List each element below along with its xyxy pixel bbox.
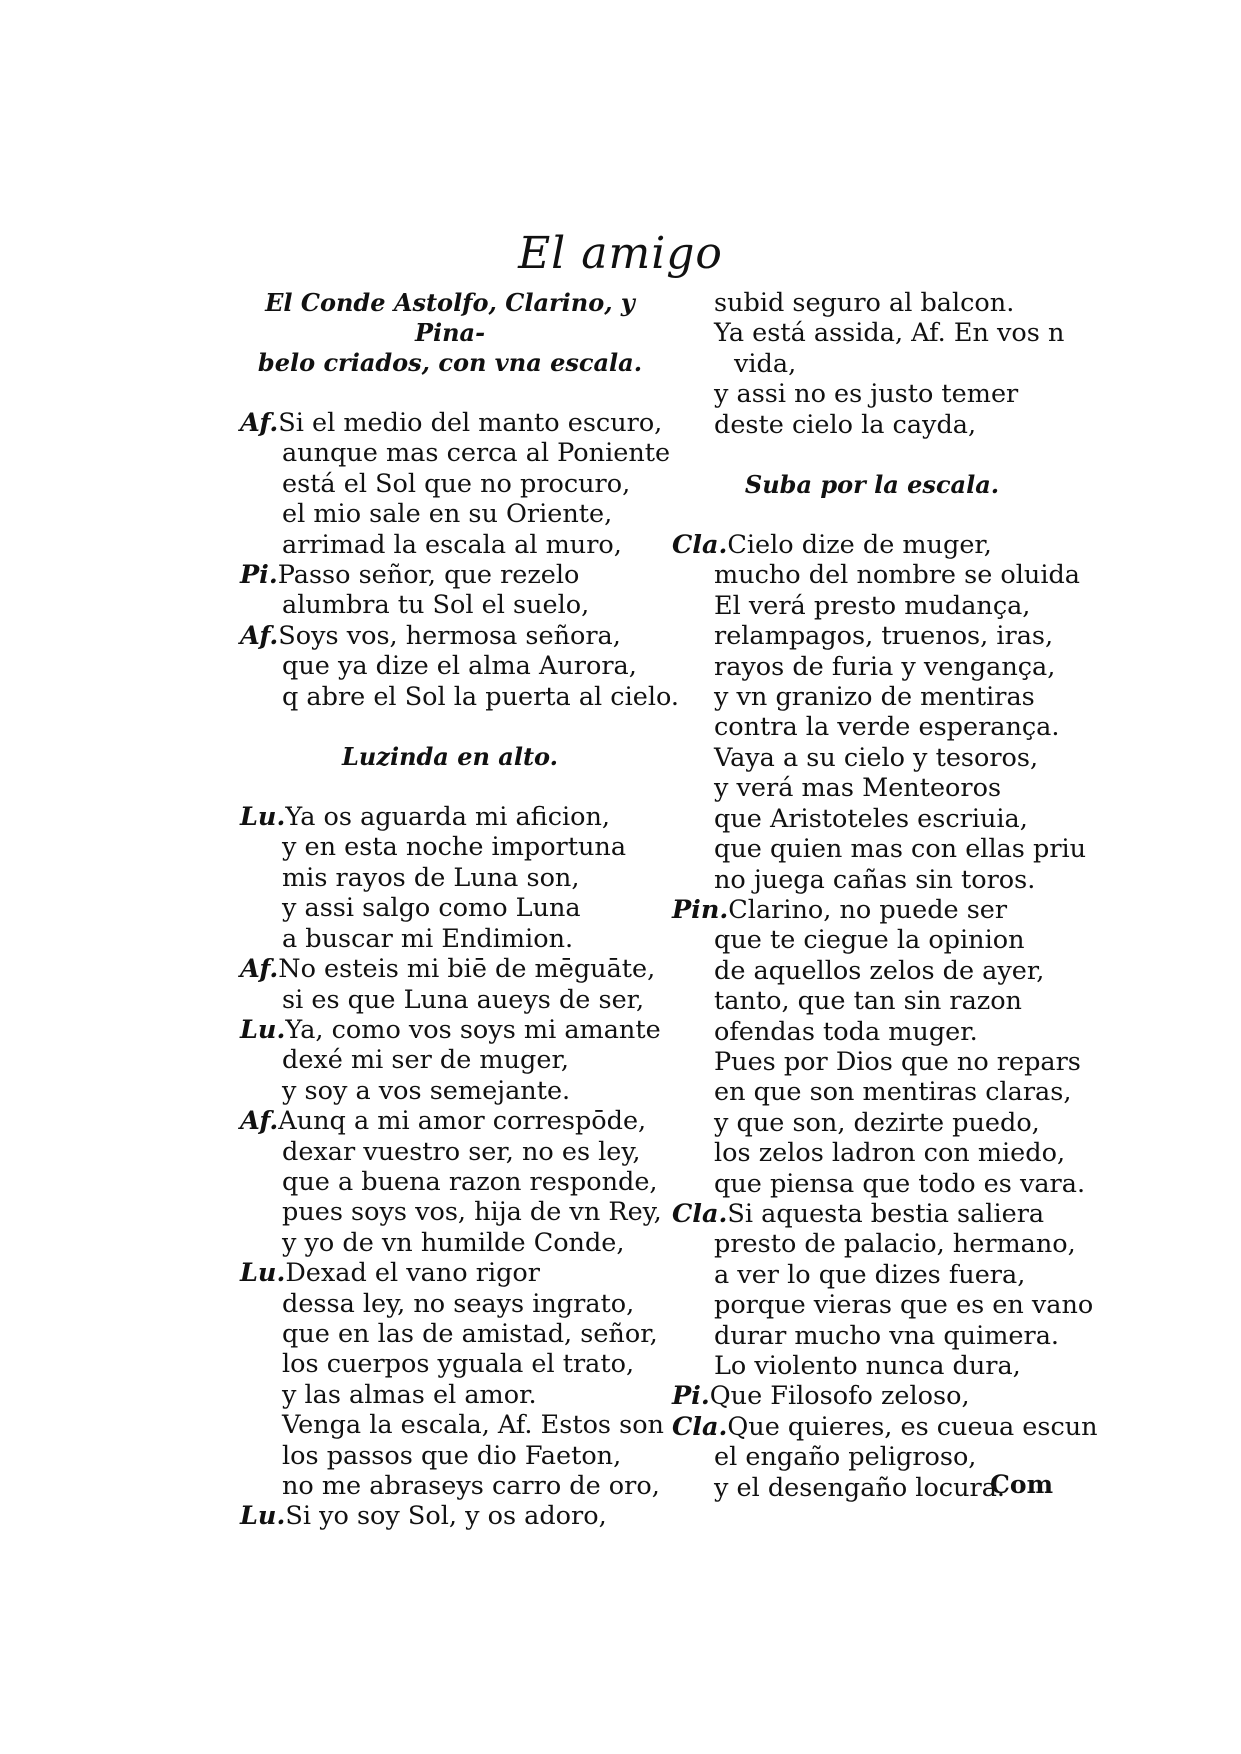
verse-line <box>672 1138 1072 1168</box>
verse-line <box>672 1321 1072 1351</box>
verse-line <box>672 1199 1072 1229</box>
verse-line <box>672 1351 1072 1381</box>
verse-line <box>672 804 1072 834</box>
verse-text: q abre el Sol la puerta al cielo. <box>282 681 679 712</box>
verse-line <box>240 499 660 529</box>
verse-line <box>240 408 663 438</box>
verse-line <box>240 893 660 923</box>
verse-text: Clarino, no puede ser <box>728 894 1008 925</box>
verse-text: los passos que dio Faeton, <box>282 1440 622 1471</box>
verse-text: dexar vuestro ser, no es ley, <box>282 1136 641 1167</box>
verse-line <box>672 1381 1072 1411</box>
speaker-label: Pi. <box>672 1381 710 1412</box>
scene-heading <box>240 288 660 378</box>
verse-line <box>240 985 660 1015</box>
speaker-label: Pi. <box>240 560 278 591</box>
verse-text: mis rayos de Luna son, <box>282 862 580 893</box>
verse-line <box>672 1168 1086 1199</box>
verse-line <box>240 1319 660 1349</box>
verse-line <box>672 773 1072 803</box>
verse-text: deste cielo la cayda, <box>714 409 977 440</box>
verse-text: en que son mentiras claras, <box>714 1077 1072 1108</box>
verse-line <box>240 863 660 893</box>
verse-text: de aquellos zelos de ayer, <box>714 955 1045 986</box>
verse-line <box>672 652 1072 682</box>
verse-line <box>672 530 1072 560</box>
verse-text: si es que Luna aueys de ser, <box>282 984 645 1015</box>
catchword: Com <box>990 1470 1054 1499</box>
speaker-label: Cla. <box>672 1411 728 1442</box>
stage-direction: Suba por la escala. <box>744 470 1000 500</box>
verse-line <box>240 590 660 620</box>
speaker-label: Lu. <box>240 1014 286 1045</box>
verse-text: mucho del nombre se oluida <box>714 560 1081 591</box>
speaker-label: Cla. <box>672 1198 728 1229</box>
verse-text: no juega cañas sin toros. <box>714 864 1036 895</box>
speaker-label: Af. <box>240 954 279 985</box>
verse-text: y yo de vn humilde Conde, <box>282 1227 625 1258</box>
verse-text: y vn granizo de mentiras <box>714 682 1035 713</box>
verse-line <box>240 1441 660 1471</box>
verse-text: y assi salgo como Luna <box>282 893 581 924</box>
verse-text: a buscar mi Endimion. <box>282 923 574 954</box>
verse-text: que te ciegue la opinion <box>714 925 1025 956</box>
verse-line <box>240 1410 664 1441</box>
verse-text: arrimad la escala al muro, <box>282 529 622 560</box>
verse-line <box>240 469 660 499</box>
verse-line <box>240 1045 660 1075</box>
verse-line <box>240 438 671 469</box>
verse-line <box>240 1258 660 1288</box>
verse-text: Passo señor, que rezelo <box>277 560 580 591</box>
speaker-label: Af. <box>240 620 279 651</box>
scene-heading-line: El Conde Astolfo, Clarino, y Pina- <box>265 288 635 347</box>
verse-line <box>240 954 660 984</box>
verse-line <box>240 1167 660 1197</box>
verse-text: y verá mas Menteoros <box>714 773 1002 804</box>
verse-text: el mio sale en su Oriente, <box>282 499 613 530</box>
verse-line <box>672 865 1072 895</box>
speaker-label: Lu. <box>240 802 286 833</box>
verse-text: aunque mas cerca al Poniente <box>282 438 671 469</box>
verse-text: dexé mi ser de muger, <box>282 1045 569 1076</box>
verse-text: porque vieras que es en vano <box>714 1290 1094 1321</box>
verse-line <box>240 832 660 862</box>
verse-line <box>240 1137 660 1167</box>
verse-line <box>240 1197 660 1227</box>
verse-text: el engaño peligroso, <box>714 1442 977 1473</box>
verse-text: relampagos, truenos, iras, <box>714 621 1054 652</box>
verse-line <box>240 802 660 832</box>
verse-line <box>672 956 1072 986</box>
left-column <box>240 288 679 1532</box>
verse-line <box>240 1289 660 1319</box>
verse-text: Dexad el vano rigor <box>285 1258 540 1289</box>
speaker-label: Lu. <box>240 1258 286 1289</box>
verse-text: Ya os aguarda mi aficion, <box>285 802 611 833</box>
verse-text: ofendas toda muger. <box>714 1016 978 1047</box>
verse-text: los cuerpos yguala el trato, <box>282 1349 635 1380</box>
verse-line <box>240 1228 660 1258</box>
verse-line <box>672 712 1072 742</box>
running-title: El amigo <box>518 228 723 279</box>
verse-line <box>672 591 1072 621</box>
verse-text: contra la verde esperança. <box>714 712 1060 743</box>
verse-text: alumbra tu Sol el suelo, <box>282 590 590 621</box>
verse-line <box>672 1260 1072 1290</box>
verse-text: que en las de amistad, señor, <box>282 1318 658 1349</box>
verse-line <box>240 1471 660 1501</box>
verse-line <box>672 1108 1072 1138</box>
verse-text: subid seguro al balcon. <box>714 288 1015 318</box>
verse-line <box>672 1442 1072 1472</box>
verse-line <box>240 1349 660 1379</box>
verse-line <box>672 1077 1072 1107</box>
verse-line <box>672 1046 1081 1077</box>
speaker-label: Af. <box>240 408 279 438</box>
speaker-label: Cla. <box>672 530 728 561</box>
scene-heading-line: belo criados, con vna escala. <box>257 348 643 377</box>
speaker-label: Lu. <box>240 1501 286 1532</box>
verse-text: los zelos ladron con miedo, <box>714 1138 1066 1169</box>
verse-text: Que quieres, es cueua escun <box>727 1411 1098 1442</box>
verse-text: presto de palacio, hermano, <box>714 1229 1076 1260</box>
verse-text: pues soys vos, hija de vn Rey, <box>282 1197 662 1228</box>
verse-line <box>672 318 1072 348</box>
verse-line <box>672 1411 1098 1442</box>
verse-text: durar mucho vna quimera. <box>714 1320 1060 1351</box>
verse-text: dessa ley, no seays ingrato, <box>282 1288 635 1319</box>
verse-line <box>672 743 1072 773</box>
verse-block <box>672 530 1098 1503</box>
verse-text: Lo violento nunca dura, <box>714 1351 1021 1381</box>
stage-direction: Luzinda en alto. <box>342 742 558 772</box>
verse-line <box>240 681 679 712</box>
verse-line <box>672 560 1081 591</box>
verse-text: y las almas el amor. <box>282 1379 537 1410</box>
verse-text: Ya, como vos soys mi amante <box>285 1014 661 1045</box>
verse-text: tanto, que tan sin razon <box>714 986 1022 1017</box>
verse-text: El verá presto mudança, <box>714 590 1031 621</box>
verse-line <box>672 379 1072 409</box>
verse-line <box>672 349 1072 379</box>
verse-text: y assi no es justo temer <box>714 379 1019 410</box>
verse-text: Cielo dize de muger, <box>727 530 992 561</box>
verse-text: está el Sol que no procuro, <box>282 468 631 499</box>
verse-text: Ya está assida, Af. En vos n <box>714 318 1065 349</box>
verse-text: Aunq a mi amor correspōde, <box>278 1106 647 1137</box>
verse-text: que Aristoteles escriuia, <box>714 803 1028 834</box>
verse-line <box>672 288 1072 318</box>
verse-line <box>672 925 1072 955</box>
verse-text: No esteis mi biē de mēguāte, <box>278 954 656 985</box>
verse-line <box>240 1380 660 1410</box>
speaker-label: Pin. <box>672 894 729 925</box>
verse-text: que ya dize el alma Aurora, <box>282 651 637 682</box>
verse-text: Si aquesta bestia saliera <box>727 1198 1045 1229</box>
verse-text: rayos de furia y vengança, <box>714 651 1056 682</box>
verse-line <box>672 621 1072 651</box>
verse-text: Pues por Dios que no repars <box>714 1046 1081 1077</box>
verse-text: Si yo soy Sol, y os adoro, <box>285 1501 607 1532</box>
verse-block <box>240 408 679 712</box>
verse-line <box>672 410 1072 440</box>
verse-line <box>672 834 1087 865</box>
verse-line <box>672 1290 1094 1321</box>
verse-text: a ver lo que dizes fuera, <box>714 1259 1026 1290</box>
verse-text: y soy a vos semejante. <box>282 1075 571 1106</box>
verse-text: que quien mas con ellas priu <box>714 834 1087 865</box>
verse-text: y que son, dezirte puedo, <box>714 1107 1040 1138</box>
verse-text: no me abraseys carro de oro, <box>282 1471 660 1501</box>
verse-text: que a buena razon responde, <box>282 1166 658 1197</box>
verse-line <box>672 682 1072 712</box>
verse-line <box>240 1076 660 1106</box>
verse-line <box>240 924 660 954</box>
verse-text: Que Filosofo zeloso, <box>709 1381 970 1412</box>
verse-line <box>240 560 660 590</box>
verse-line <box>240 621 660 651</box>
verse-block <box>672 288 1072 440</box>
verse-line <box>672 1229 1076 1260</box>
verse-text: Vaya a su cielo y tesoros, <box>714 742 1039 773</box>
verse-line <box>672 1017 1072 1047</box>
speaker-label: Af. <box>240 1106 279 1137</box>
verse-text: Si el medio del manto escuro, <box>278 408 663 438</box>
verse-block <box>240 802 664 1532</box>
verse-line <box>240 1106 660 1136</box>
verse-text: y en esta noche importuna <box>282 832 627 863</box>
verse-line <box>240 1501 660 1531</box>
verse-line <box>240 1015 660 1045</box>
verse-text: Venga la escala, Af. Estos son <box>282 1410 664 1441</box>
verse-line <box>240 651 660 681</box>
verse-text: vida, <box>734 348 797 379</box>
verse-line <box>240 530 660 560</box>
verse-line <box>672 986 1072 1016</box>
verse-text: que piensa que todo es vara. <box>714 1168 1086 1199</box>
verse-text: y el desengaño locura. <box>714 1472 1005 1503</box>
verse-line <box>672 895 1072 925</box>
right-column <box>672 288 1098 1503</box>
verse-text: Soys vos, hermosa señora, <box>278 620 621 651</box>
